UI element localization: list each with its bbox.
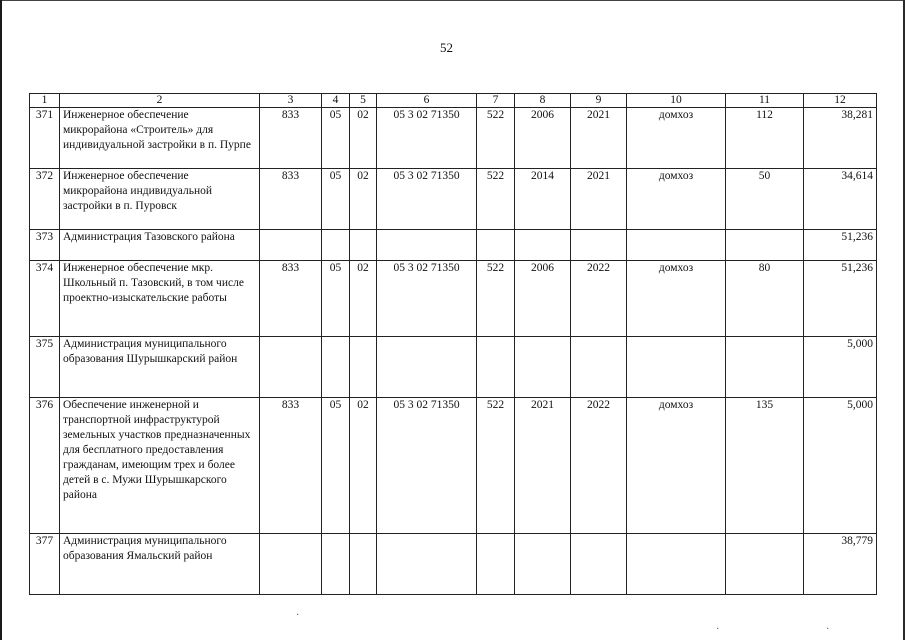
cell-col11: 135 bbox=[726, 398, 804, 534]
row-number: 371 bbox=[30, 108, 60, 169]
cell-col10: домхоз bbox=[627, 398, 726, 534]
header-cell: 9 bbox=[571, 94, 627, 108]
cell-col9 bbox=[571, 230, 627, 261]
cell-col8: 2006 bbox=[515, 261, 571, 337]
header-cell: 2 bbox=[60, 94, 260, 108]
table-row bbox=[30, 337, 877, 398]
cell-col5 bbox=[350, 230, 377, 261]
cell-col9: 2021 bbox=[571, 108, 627, 169]
row-name: Обеспечение инженерной и транспортной инфраструктурой земельных участков предназначенных для бесплатного предоставления гражданам, имеющим трех и более детей в с. Мужи Шурышкарского района bbox=[60, 398, 260, 534]
cell-col10: домхоз bbox=[627, 108, 726, 169]
cell-col7: 522 bbox=[477, 261, 515, 337]
cell-col12: 34,614 bbox=[804, 169, 877, 230]
cell-col12: 38,779 bbox=[804, 534, 877, 595]
cell-col3: 833 bbox=[260, 169, 322, 230]
cell-col9: 2022 bbox=[571, 398, 627, 534]
cell-col12: 5,000 bbox=[804, 398, 877, 534]
cell-col5: 02 bbox=[350, 398, 377, 534]
header-cell: 10 bbox=[627, 94, 726, 108]
cell-col11: 50 bbox=[726, 169, 804, 230]
cell-col5 bbox=[350, 534, 377, 595]
cell-col3 bbox=[260, 337, 322, 398]
cell-col4 bbox=[322, 337, 350, 398]
table-row bbox=[30, 534, 877, 595]
cell-col4: 05 bbox=[322, 398, 350, 534]
cell-col9: 2021 bbox=[571, 169, 627, 230]
row-number: 374 bbox=[30, 261, 60, 337]
cell-col10 bbox=[627, 230, 726, 261]
cell-col12: 5,000 bbox=[804, 337, 877, 398]
header-cell: 11 bbox=[726, 94, 804, 108]
cell-col7: 522 bbox=[477, 398, 515, 534]
row-number: 372 bbox=[30, 169, 60, 230]
cell-col12: 51,236 bbox=[804, 261, 877, 337]
header-row bbox=[30, 94, 877, 108]
cell-col6: 05 3 02 71350 bbox=[377, 169, 477, 230]
table-row bbox=[30, 169, 877, 230]
table-body bbox=[30, 94, 877, 595]
cell-col5: 02 bbox=[350, 169, 377, 230]
cell-col4: 05 bbox=[322, 169, 350, 230]
cell-col11 bbox=[726, 230, 804, 261]
cell-col5: 02 bbox=[350, 261, 377, 337]
cell-col6 bbox=[377, 534, 477, 595]
cell-col3: 833 bbox=[260, 108, 322, 169]
page-number: 52 bbox=[440, 40, 453, 55]
header-cell: 4 bbox=[322, 94, 350, 108]
cell-col8: 2021 bbox=[515, 398, 571, 534]
cell-col9 bbox=[571, 337, 627, 398]
cell-col11 bbox=[726, 337, 804, 398]
cell-col7 bbox=[477, 534, 515, 595]
cell-col3: 833 bbox=[260, 261, 322, 337]
cell-col6: 05 3 02 71350 bbox=[377, 398, 477, 534]
cell-col4: 05 bbox=[322, 261, 350, 337]
row-number: 373 bbox=[30, 230, 60, 261]
cell-col9 bbox=[571, 534, 627, 595]
header-cell: 8 bbox=[515, 94, 571, 108]
scan-edge-left bbox=[0, 0, 2, 640]
cell-col6 bbox=[377, 230, 477, 261]
cell-col8: 2006 bbox=[515, 108, 571, 169]
cell-col10 bbox=[627, 534, 726, 595]
cell-col3 bbox=[260, 230, 322, 261]
cell-col10 bbox=[627, 337, 726, 398]
cell-col7 bbox=[477, 337, 515, 398]
cell-col3: 833 bbox=[260, 398, 322, 534]
cell-col3 bbox=[260, 534, 322, 595]
row-name: Администрация муниципального образования Ямальский район bbox=[60, 534, 260, 595]
row-name: Администрация муниципального образования Шурышкарский район bbox=[60, 337, 260, 398]
cell-col10: домхоз bbox=[627, 261, 726, 337]
cell-col8 bbox=[515, 337, 571, 398]
header-cell: 1 bbox=[30, 94, 60, 108]
cell-col11 bbox=[726, 534, 804, 595]
cell-col12: 38,281 bbox=[804, 108, 877, 169]
table-row bbox=[30, 261, 877, 337]
cell-col4: 05 bbox=[322, 108, 350, 169]
header-cell: 3 bbox=[260, 94, 322, 108]
budget-table bbox=[29, 93, 877, 595]
cell-col7 bbox=[477, 230, 515, 261]
table-row bbox=[30, 108, 877, 169]
cell-col6: 05 3 02 71350 bbox=[377, 261, 477, 337]
row-name: Инженерное обеспечение микрорайона «Строитель» для индивидуальной застройки в п. Пурпе bbox=[60, 108, 260, 169]
scan-speck: · bbox=[296, 610, 300, 621]
row-number: 375 bbox=[30, 337, 60, 398]
row-name: Инженерное обеспечение микрорайона индивидуальной застройки в п. Пуровск bbox=[60, 169, 260, 230]
header-cell: 12 bbox=[804, 94, 877, 108]
cell-col8 bbox=[515, 534, 571, 595]
scan-speck: · bbox=[826, 624, 830, 635]
cell-col8: 2014 bbox=[515, 169, 571, 230]
cell-col7: 522 bbox=[477, 169, 515, 230]
cell-col9: 2022 bbox=[571, 261, 627, 337]
header-cell: 5 bbox=[350, 94, 377, 108]
cell-col7: 522 bbox=[477, 108, 515, 169]
row-number: 377 bbox=[30, 534, 60, 595]
row-number: 376 bbox=[30, 398, 60, 534]
row-name: Администрация Тазовского района bbox=[60, 230, 260, 261]
table-row bbox=[30, 230, 877, 261]
cell-col5 bbox=[350, 337, 377, 398]
cell-col4 bbox=[322, 534, 350, 595]
header-cell: 7 bbox=[477, 94, 515, 108]
scan-speck: · bbox=[716, 624, 720, 635]
cell-col6 bbox=[377, 337, 477, 398]
table-row bbox=[30, 398, 877, 534]
scan-edge-top bbox=[0, 0, 905, 1]
cell-col10: домхоз bbox=[627, 169, 726, 230]
cell-col12: 51,236 bbox=[804, 230, 877, 261]
cell-col6: 05 3 02 71350 bbox=[377, 108, 477, 169]
row-name: Инженерное обеспечение мкр. Школьный п. Тазовский, в том числе проектно-изыскательские работы bbox=[60, 261, 260, 337]
cell-col11: 112 bbox=[726, 108, 804, 169]
cell-col4 bbox=[322, 230, 350, 261]
cell-col11: 80 bbox=[726, 261, 804, 337]
cell-col5: 02 bbox=[350, 108, 377, 169]
cell-col8 bbox=[515, 230, 571, 261]
header-cell: 6 bbox=[377, 94, 477, 108]
